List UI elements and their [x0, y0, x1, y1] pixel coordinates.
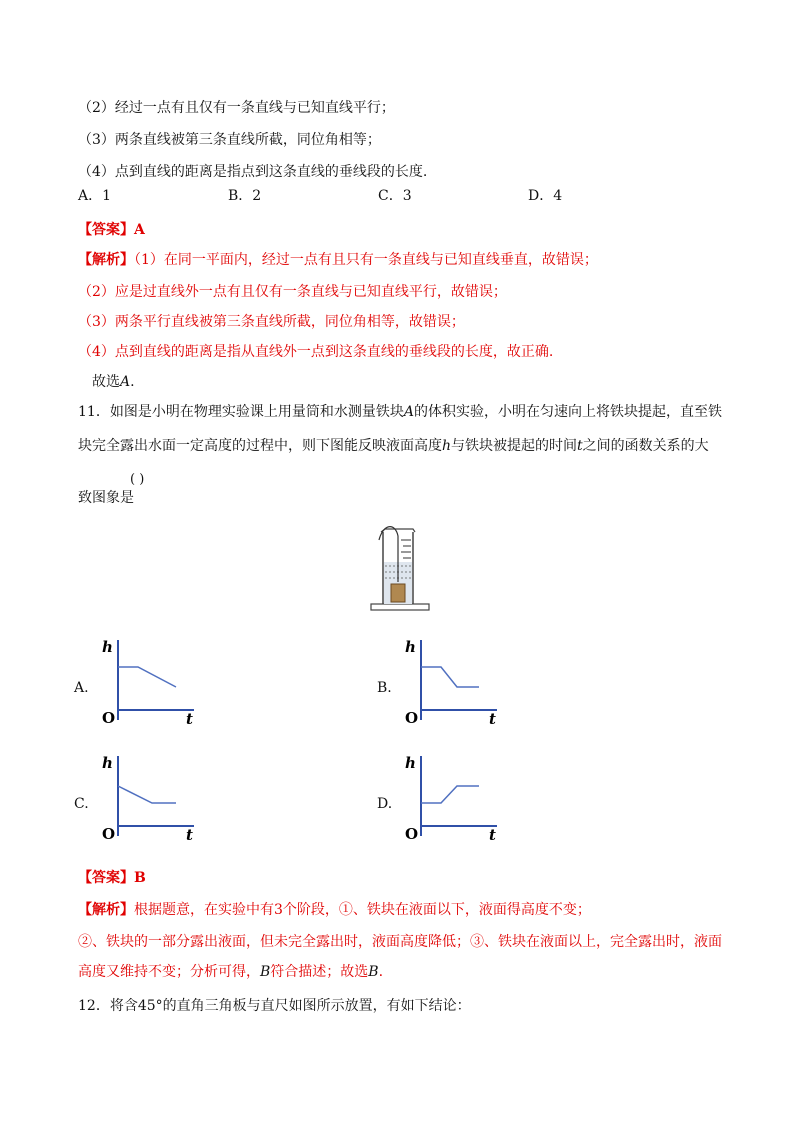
q11-text-2c: 之间的函数关系的大	[582, 438, 709, 454]
option-a: A．1	[78, 188, 112, 204]
q11-analysis-text-3a: 高度又维持不变；分析可得，	[78, 964, 260, 980]
q11-var-t: t	[577, 438, 583, 454]
analysis-line-3: （3）两条平行直线被第三条直线所截，同位角相等，故错误；	[78, 314, 465, 330]
q11-text-1a: 11．如图是小明在物理实验课上用量筒和水测量铁块	[78, 404, 404, 420]
graph-b-h: h	[405, 638, 416, 656]
q12-prefix: 12．将含	[78, 998, 138, 1014]
graph-d	[399, 748, 509, 843]
q11-paren: ( )	[130, 472, 145, 487]
graph-c	[96, 748, 206, 843]
q12-angle: 45°	[137, 998, 163, 1014]
q11-answer-value: B	[134, 870, 146, 886]
analysis-text: （1）在同一平面内，经过一点有且只有一条直线与已知直线垂直，故错误；	[134, 252, 598, 268]
q11-analysis-var-b: B	[260, 964, 271, 980]
q11-text-2b: 与铁块被提起的时间	[451, 438, 578, 454]
q11-answer-tag: 【答案】	[78, 870, 134, 886]
conclusion-prefix: 故选	[92, 374, 120, 390]
option-d: D．4	[528, 188, 563, 204]
graph-a-t: t	[186, 710, 193, 727]
analysis-line-4: （4）点到直线的距离是指从直线外一点到这条直线的垂线段的长度，故正确.	[78, 344, 554, 360]
graph-b	[399, 632, 509, 727]
analysis-tag: 【解析】	[78, 252, 134, 268]
analysis-line-1	[78, 250, 598, 270]
q11-analysis-tag: 【解析】	[78, 902, 134, 918]
graph-c-label: C.	[74, 796, 89, 812]
q12-line	[78, 996, 471, 1016]
graph-b-t: t	[489, 710, 496, 727]
q11-text-1b: 的体积实验，小明在匀速向上将铁块提起，直至铁	[413, 404, 722, 420]
graph-a	[96, 632, 206, 727]
q11-var-h: h	[442, 438, 452, 454]
q11-line-1	[78, 402, 722, 422]
q11-analysis-text-3c: .	[378, 964, 384, 980]
statement-3: （3）两条直线被第三条直线所截，同位角相等；	[78, 132, 381, 148]
measuring-cylinder-illustration	[365, 522, 435, 614]
q11-answer-line	[78, 868, 146, 888]
conclusion-var: A	[120, 374, 131, 390]
analysis-line-2: （2）应是过直线外一点有且仅有一条直线与已知直线平行，故错误；	[78, 284, 507, 300]
option-b: B．2	[228, 188, 262, 204]
graph-a-h: h	[102, 638, 113, 656]
conclusion-suffix: .	[130, 374, 135, 390]
q11-var-a: A	[403, 404, 414, 420]
graph-b-label: B.	[377, 680, 392, 696]
graph-b-origin: O	[405, 709, 419, 727]
q11-analysis-line-2: ②、铁块的一部分露出液面，但未完全露出时，液面高度降低；③、铁块在液面以上，完全露出时，液面	[78, 934, 722, 950]
conclusion-line	[92, 372, 135, 392]
statement-4: （4）点到直线的距离是指点到这条直线的垂线段的长度.	[78, 164, 428, 180]
graph-a-label: A.	[74, 680, 89, 696]
graph-d-origin: O	[405, 825, 419, 843]
answer-value: A	[134, 222, 145, 238]
q11-analysis-line-3	[78, 962, 383, 982]
option-c: C．3	[378, 188, 412, 204]
q11-line-3	[78, 488, 134, 508]
q11-analysis-var-b2: B	[368, 964, 379, 980]
graph-c-t: t	[186, 826, 193, 843]
graph-d-h: h	[405, 754, 416, 772]
graph-d-label: D.	[377, 796, 393, 812]
answer-line	[78, 220, 145, 240]
q11-text-3: 致图象是	[78, 490, 134, 506]
graph-c-origin: O	[102, 825, 116, 843]
q11-analysis-text-1: 根据题意，在实验中有3个阶段，①、铁块在液面以下，液面得高度不变；	[134, 902, 591, 918]
answer-tag: 【答案】	[78, 222, 134, 238]
statement-2: （2）经过一点有且仅有一条直线与已知直线平行；	[78, 100, 395, 116]
graph-d-t: t	[489, 826, 496, 843]
q12-suffix: 的直角三角板与直尺如图所示放置，有如下结论：	[162, 998, 471, 1014]
q11-analysis-line-1	[78, 900, 591, 920]
graph-a-origin: O	[102, 709, 116, 727]
graph-c-h: h	[102, 754, 113, 772]
q11-text-2a: 块完全露出水面一定高度的过程中，则下图能反映液面高度	[78, 438, 442, 454]
q11-analysis-text-3b: 符合描述；故选	[270, 964, 369, 980]
q11-line-2	[78, 436, 709, 456]
